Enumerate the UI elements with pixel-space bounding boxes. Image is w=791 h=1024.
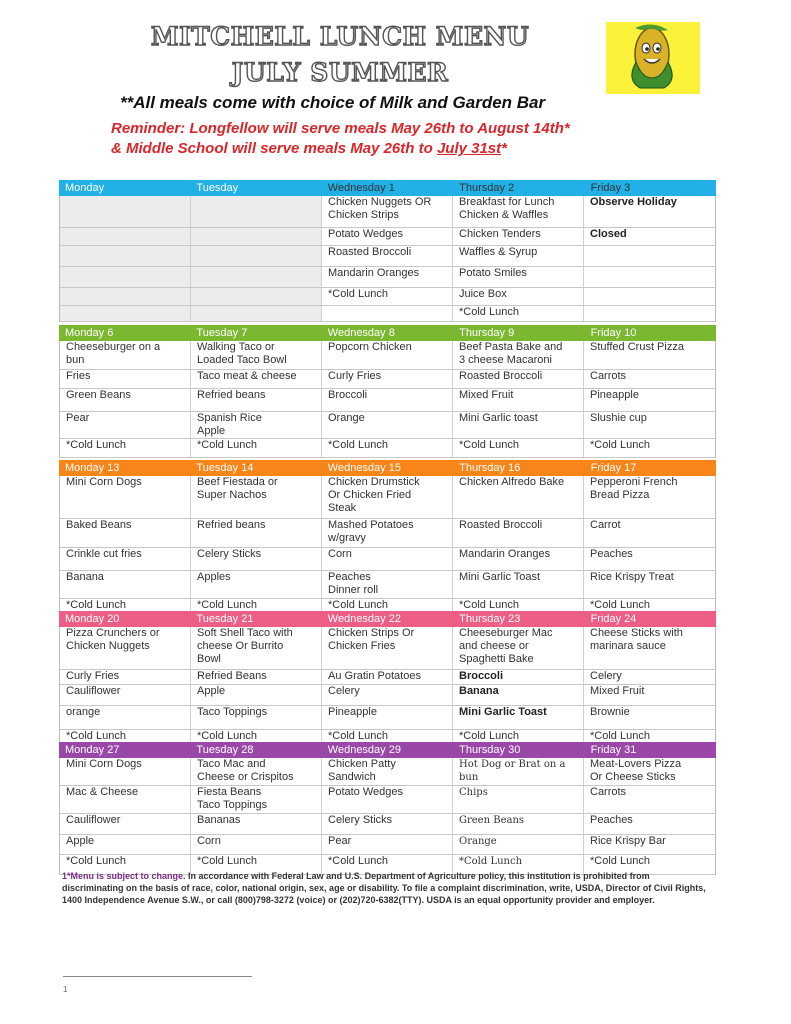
menu-row: [60, 627, 715, 670]
menu-cell: Mandarin Oranges: [322, 267, 453, 287]
menu-cell: *Cold Lunch: [590, 855, 650, 867]
menu-cell: *Cold Lunch: [322, 288, 453, 305]
menu-row: [60, 306, 715, 322]
menu-row: [60, 814, 715, 835]
menu-cell: [60, 288, 191, 305]
day-header: Friday 10: [590, 327, 637, 339]
menu-cell: Taco meat & cheese: [191, 370, 322, 388]
menu-cell: [60, 267, 191, 287]
menu-cell: Beef Fiestada or Super Nachos: [191, 476, 322, 518]
menu-cell: Rice Krispy Treat: [590, 571, 674, 583]
menu-cell: *Cold Lunch: [453, 306, 584, 321]
menu-cell: Pear: [60, 412, 191, 438]
menu-cell: Pear: [322, 835, 453, 854]
menu-cell: Mashed Potatoes w/gravy: [322, 519, 453, 547]
day-header: Tuesday 28: [196, 744, 254, 756]
menu-row: [60, 706, 715, 730]
menu-cell: Celery: [590, 670, 622, 682]
menu-row: [60, 246, 715, 267]
day-header: Tuesday 7: [196, 327, 248, 339]
menu-cell: Potato Smiles: [453, 267, 584, 287]
footnote-divider: [63, 976, 252, 977]
menu-row: [60, 288, 715, 306]
menu-row: [60, 548, 715, 571]
menu-cell: [191, 267, 322, 287]
menu-row: [60, 571, 715, 599]
menu-cell: [191, 246, 322, 266]
nondiscrimination-statement: 1*Menu is subject to change. In accordance with Federal Law and U.S. Department of Agriculture policy, this institution is prohibited from discriminating on the basis of race, color, national origin, sex, age or disability. To file a complaint discrimination, write, USDA, Director of Civil Rights, 1400 Independence Avenue S.W., or call (800)798-3272 (voice) or (202)720-6382(TTY). USDA is an equal opportunity provider and employer.: [62, 871, 706, 905]
menu-title: MITCHELL LUNCH MENU: [150, 22, 530, 51]
menu-cell: Green Beans: [453, 814, 584, 834]
menu-cell: Refried Beans: [191, 670, 322, 684]
menu-cell: [60, 196, 191, 227]
day-header: Thursday 2: [459, 182, 515, 194]
menu-cell: Roasted Broccoli: [453, 519, 584, 547]
menu-cell: Carrots: [590, 786, 627, 798]
week-block-5: [59, 742, 716, 875]
menu-cell: *Cold Lunch: [590, 730, 650, 742]
day-header: Thursday 9: [459, 327, 515, 339]
menu-cell: Orange: [322, 412, 453, 438]
day-header: Wednesday 8: [327, 327, 395, 339]
menu-cell: [584, 246, 715, 266]
menu-cell: Fiesta Beans Taco Toppings: [191, 786, 322, 813]
menu-cell: [191, 288, 322, 305]
menu-cell: Broccoli: [453, 670, 584, 684]
menu-cell: Corn: [322, 548, 453, 570]
menu-cell: Refried beans: [191, 519, 322, 547]
week-header-bar: [59, 325, 716, 341]
reminder-longfellow: Reminder: Longfellow will serve meals May 26th to August 14th*: [111, 120, 570, 137]
menu-cell: Chicken Tenders: [453, 228, 584, 245]
menu-cell: [584, 267, 715, 287]
menu-cell: Orange: [453, 835, 584, 854]
menu-cell: Waffles & Syrup: [453, 246, 584, 266]
day-header: Friday 24: [590, 613, 637, 625]
menu-row: [60, 519, 715, 548]
menu-cell: Mini Garlic Toast: [453, 571, 584, 598]
menu-cell: Cheeseburger on a bun: [60, 341, 191, 369]
menu-cell: Roasted Broccoli: [322, 246, 453, 266]
menu-cell: Potato Wedges: [322, 228, 453, 245]
menu-cell: Celery: [322, 685, 453, 705]
day-header: Friday 17: [590, 462, 637, 474]
menu-cell: Closed: [590, 228, 627, 240]
menu-cell: Chips: [453, 786, 584, 813]
menu-cell: Apple: [60, 835, 191, 854]
menu-cell: *Cold Lunch: [60, 855, 191, 874]
menu-cell: *Cold Lunch: [191, 439, 322, 457]
menu-cell: Mini Garlic Toast: [453, 706, 584, 729]
day-header: Wednesday 29: [327, 744, 401, 756]
menu-cell: Mac & Cheese: [60, 786, 191, 813]
menu-cell: Peaches Dinner roll: [322, 571, 453, 598]
menu-cell: *Cold Lunch: [60, 599, 191, 612]
menu-cell: Chicken Nuggets OR Chicken Strips: [322, 196, 453, 227]
day-header: Thursday 30: [459, 744, 521, 756]
menu-cell: Juice Box: [453, 288, 584, 305]
menu-cell: Green Beans: [60, 389, 191, 411]
menu-cell: *Cold Lunch: [453, 439, 584, 457]
menu-cell: Taco Toppings: [191, 706, 322, 729]
menu-cell: Pineapple: [322, 706, 453, 729]
footnote-number: 1: [63, 985, 68, 994]
menu-cell: *Cold Lunch: [453, 599, 584, 612]
menu-cell: Cauliflower: [60, 814, 191, 834]
menu-cell: Rice Krispy Bar: [590, 835, 666, 847]
menu-cell: Peaches: [590, 814, 633, 826]
reminder-middle-school: & Middle School will serve meals May 26th to July 31st*: [111, 140, 507, 157]
menu-cell: Refried beans: [191, 389, 322, 411]
menu-row: [60, 835, 715, 855]
menu-cell: Potato Wedges: [322, 786, 453, 813]
menu-cell: Hot Dog or Brat on a bun: [453, 758, 584, 785]
menu-cell: Walking Taco or Loaded Taco Bowl: [191, 341, 322, 369]
menu-cell: Mixed Fruit: [453, 389, 584, 411]
menu-cell: *Cold Lunch: [60, 439, 191, 457]
menu-cell: Celery Sticks: [191, 548, 322, 570]
corn-mascot-logo: [606, 22, 700, 94]
menu-cell: Curly Fries: [60, 670, 191, 684]
week-block-1: [59, 180, 716, 322]
menu-cell: Apple: [191, 685, 322, 705]
menu-cell: *Cold Lunch: [322, 730, 453, 746]
menu-cell: [191, 228, 322, 245]
menu-cell: Apples: [191, 571, 322, 598]
menu-row: [60, 439, 715, 458]
menu-cell: [584, 306, 715, 321]
milk-garden-note: **All meals come with choice of Milk and Garden Bar: [120, 93, 546, 112]
menu-cell: orange: [60, 706, 191, 729]
week-rows: [59, 341, 716, 458]
week-rows: [59, 627, 716, 747]
menu-cell: Peaches: [590, 548, 633, 560]
menu-subtitle: JULY SUMMER: [231, 58, 449, 87]
menu-cell: *Cold Lunch: [590, 439, 650, 451]
menu-cell: *Cold Lunch: [453, 730, 584, 746]
menu-cell: Pizza Crunchers or Chicken Nuggets: [60, 627, 191, 669]
menu-cell: Popcorn Chicken: [322, 341, 453, 369]
menu-row: [60, 341, 715, 370]
menu-cell: *Cold Lunch: [322, 855, 453, 874]
week-rows: [59, 196, 716, 322]
day-header: Thursday 23: [459, 613, 521, 625]
menu-cell: Crinkle cut fries: [60, 548, 191, 570]
menu-cell: *Cold Lunch: [453, 855, 584, 874]
menu-cell: *Cold Lunch: [322, 599, 453, 612]
menu-cell: Stuffed Crust Pizza: [590, 341, 684, 353]
menu-cell: Pepperoni French Bread Pizza: [590, 476, 678, 501]
day-header: Wednesday 15: [327, 462, 401, 474]
menu-cell: [60, 306, 191, 321]
week-block-3: [59, 460, 716, 613]
menu-cell: *Cold Lunch: [191, 599, 322, 612]
menu-cell: [60, 246, 191, 266]
day-header: Friday 31: [590, 744, 637, 756]
day-header: Monday 6: [65, 327, 114, 339]
menu-row: [60, 476, 715, 519]
menu-cell: Cheeseburger Mac and cheese or Spaghetti Bake: [453, 627, 584, 669]
menu-cell: Slushie cup: [590, 412, 647, 424]
menu-cell: Bananas: [191, 814, 322, 834]
day-header: Thursday 16: [459, 462, 521, 474]
menu-cell: *Cold Lunch: [191, 855, 322, 874]
day-header: Monday 27: [65, 744, 120, 756]
week-rows: [59, 476, 716, 613]
menu-cell: Meat-Lovers Pizza Or Cheese Sticks: [590, 758, 682, 783]
menu-row: [60, 228, 715, 246]
menu-row: [60, 267, 715, 288]
menu-cell: Au Gratin Potatoes: [322, 670, 453, 684]
day-header: Monday 13: [65, 462, 120, 474]
week-block-2: [59, 325, 716, 458]
menu-cell: Beef Pasta Bake and 3 cheese Macaroni: [453, 341, 584, 369]
day-header: Monday 20: [65, 613, 120, 625]
menu-cell: Banana: [453, 685, 584, 705]
menu-cell: Observe Holiday: [590, 196, 677, 208]
menu-cell: Baked Beans: [60, 519, 191, 547]
menu-row: [60, 196, 715, 228]
menu-cell: Breakfast for Lunch Chicken & Waffles: [453, 196, 584, 227]
menu-cell: Chicken Alfredo Bake: [453, 476, 584, 518]
menu-row: [60, 389, 715, 412]
menu-row: [60, 685, 715, 706]
day-header: Tuesday: [196, 182, 239, 194]
day-header: Wednesday 22: [327, 613, 401, 625]
menu-cell: Curly Fries: [322, 370, 453, 388]
menu-cell: Pineapple: [590, 389, 639, 401]
menu-cell: Taco Mac and Cheese or Crispitos: [191, 758, 322, 785]
menu-cell: [191, 196, 322, 227]
menu-row: [60, 412, 715, 439]
menu-cell: Celery Sticks: [322, 814, 453, 834]
week-header-bar: [59, 460, 716, 476]
menu-cell: [191, 306, 322, 321]
week-block-4: [59, 611, 716, 747]
menu-cell: Fries: [60, 370, 191, 388]
menu-cell: *Cold Lunch: [191, 730, 322, 746]
menu-cell: Roasted Broccoli: [453, 370, 584, 388]
menu-cell: Carrot: [590, 519, 621, 531]
day-header: Tuesday 21: [196, 613, 254, 625]
menu-cell: Brownie: [590, 706, 630, 718]
day-header: Tuesday 14: [196, 462, 254, 474]
menu-row: [60, 370, 715, 389]
menu-cell: *Cold Lunch: [60, 730, 191, 746]
week-header-bar: [59, 611, 716, 627]
menu-cell: Mixed Fruit: [590, 685, 645, 697]
menu-cell: Spanish Rice Apple: [191, 412, 322, 438]
menu-cell: [322, 306, 453, 321]
menu-row: [60, 786, 715, 814]
menu-cell: *Cold Lunch: [322, 439, 453, 457]
week-rows: [59, 758, 716, 875]
week-header-bar: [59, 742, 716, 758]
menu-cell: Chicken Drumstick Or Chicken Fried Steak: [322, 476, 453, 518]
menu-cell: [584, 288, 715, 305]
menu-cell: *Cold Lunch: [590, 599, 650, 611]
menu-cell: Carrots: [590, 370, 627, 382]
menu-cell: Mandarin Oranges: [453, 548, 584, 570]
menu-cell: Broccoli: [322, 389, 453, 411]
menu-cell: Chicken Strips Or Chicken Fries: [322, 627, 453, 669]
menu-cell: Corn: [191, 835, 322, 854]
menu-cell: Mini Garlic toast: [453, 412, 584, 438]
menu-row: [60, 758, 715, 786]
menu-cell: Banana: [60, 571, 191, 598]
day-header: Friday 3: [590, 182, 631, 194]
day-header: Monday: [65, 182, 105, 194]
menu-row: [60, 670, 715, 685]
week-header-bar: [59, 180, 716, 196]
menu-cell: Chicken Patty Sandwich: [322, 758, 453, 785]
day-header: Wednesday 1: [327, 182, 395, 194]
menu-cell: Soft Shell Taco with cheese Or Burrito Bowl: [191, 627, 322, 669]
menu-cell: Cauliflower: [60, 685, 191, 705]
menu-cell: [60, 228, 191, 245]
menu-cell: Mini Corn Dogs: [60, 476, 191, 518]
menu-cell: Cheese Sticks with marinara sauce: [590, 627, 683, 652]
menu-cell: Mini Corn Dogs: [60, 758, 191, 785]
